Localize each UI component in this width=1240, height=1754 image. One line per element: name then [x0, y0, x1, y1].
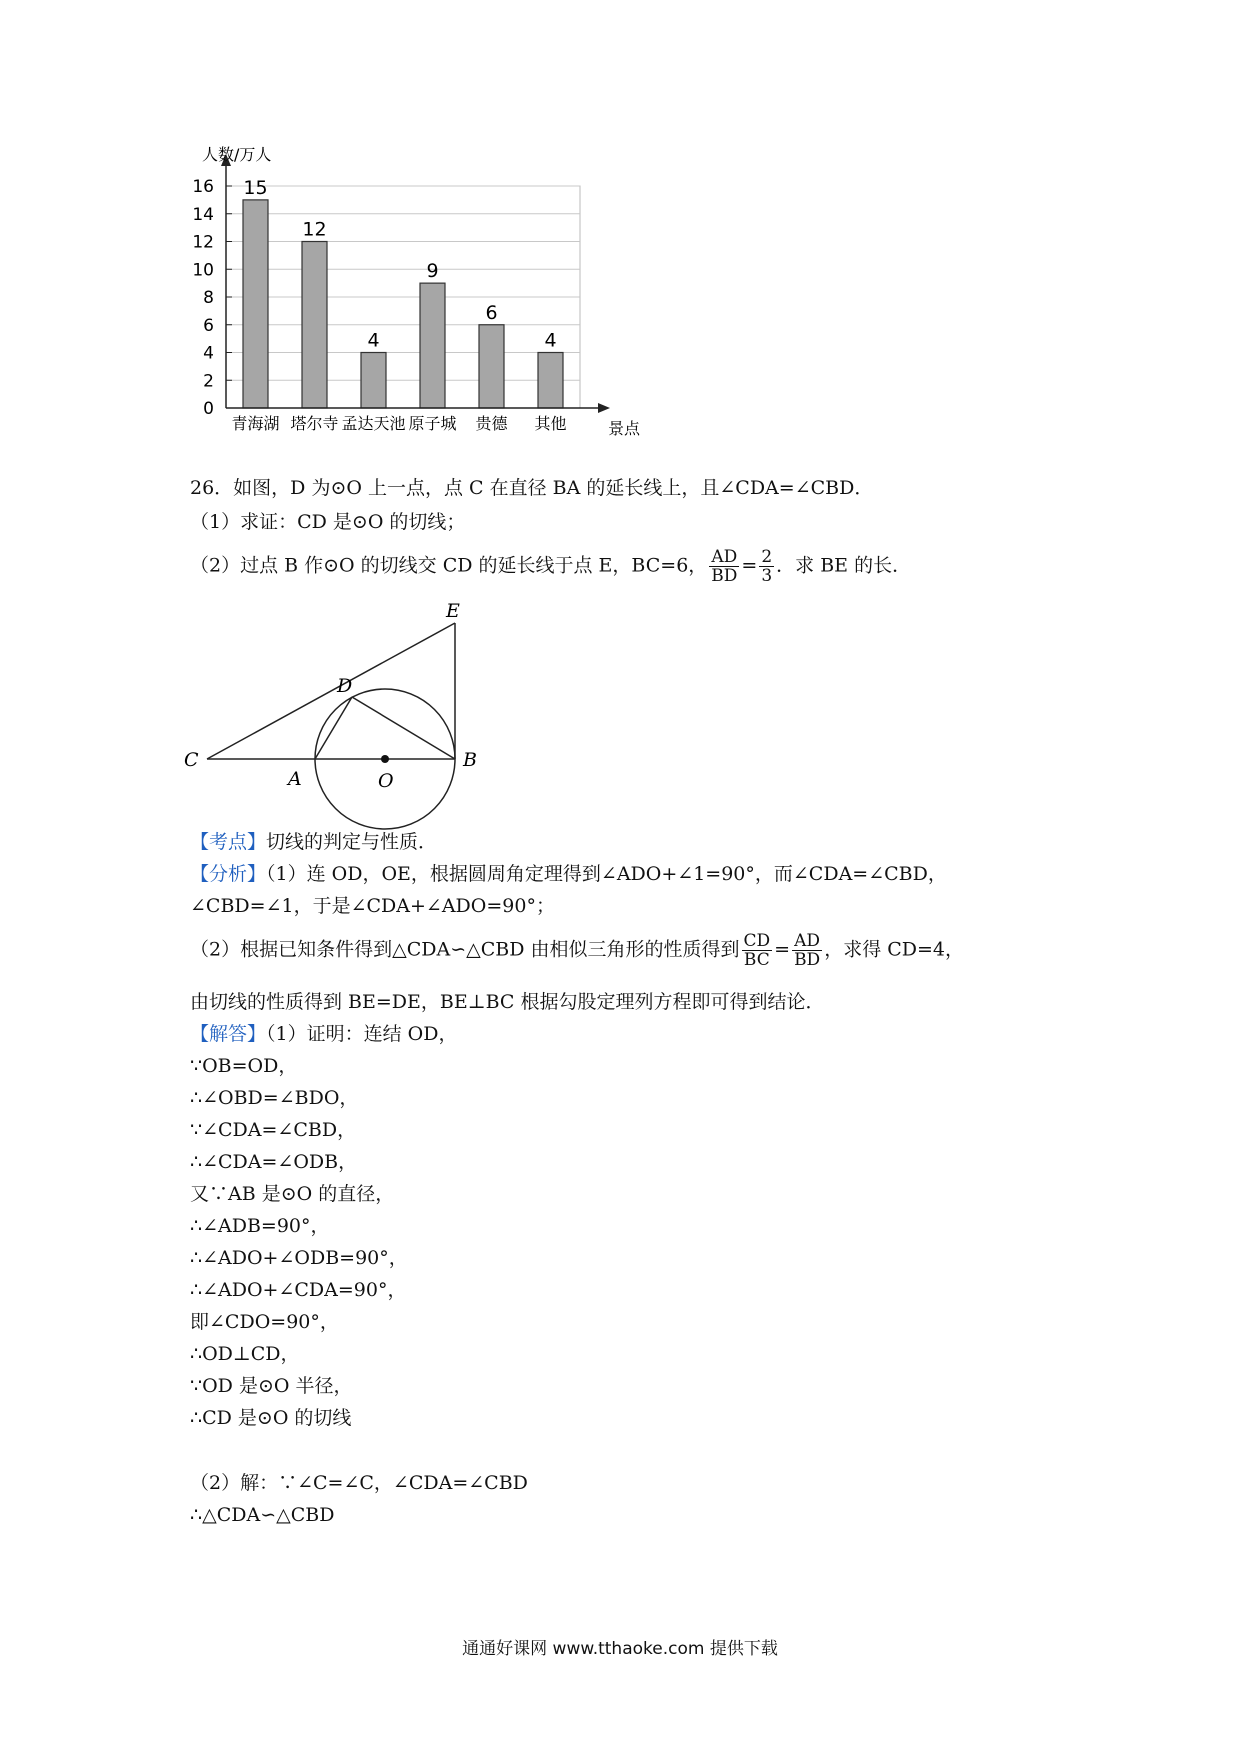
jieda-step-4: ∴∠CDA=∠ODB，	[190, 1151, 358, 1173]
y-tick-label: 10	[192, 260, 214, 281]
jieda-step-6: ∴∠ADB=90°，	[190, 1215, 330, 1237]
label-b: B	[463, 749, 477, 771]
x-axis-label: 景点	[608, 419, 641, 438]
y-tick-label: 0	[203, 399, 214, 419]
fenxi-text-3a: （2）根据已知条件得到△CDA∽△CBD 由相似三角形的性质得到	[190, 938, 740, 961]
bar-value-label: 9	[426, 260, 439, 283]
jieda-part2-line-2: ∴△CDA∽△CBD	[190, 1504, 335, 1526]
y-axis-label: 人数/万人	[202, 145, 272, 164]
fenxi-text-3b: ，求得 CD=4，	[824, 938, 965, 961]
fenxi-line-2: ∠CBD=∠1，于是∠CDA+∠ADO=90°；	[190, 895, 555, 917]
kaodian-tag: 【考点】	[190, 831, 267, 853]
problem-line-2: （1）求证：CD 是⊙O 的切线；	[190, 511, 466, 533]
y-tick-label: 8	[203, 288, 214, 308]
fenxi-line-4: 由切线的性质得到 BE=DE，BE⊥BC 根据勾股定理列方程即可得到结论．	[190, 991, 825, 1013]
x-axis-arrow	[598, 403, 610, 413]
segment-bd	[352, 697, 455, 759]
jieda-step-10: ∴OD⊥CD，	[190, 1343, 300, 1365]
bar-5	[479, 325, 504, 408]
y-tick-label: 6	[203, 315, 214, 336]
y-tick-label: 2	[203, 371, 214, 392]
y-tick-label: 16	[192, 177, 214, 197]
point-o	[381, 755, 389, 763]
bar-1	[243, 200, 268, 408]
fraction-den: 3	[761, 566, 773, 586]
category-label: 孟达天池	[341, 414, 406, 433]
jieda-step-11: ∵OD 是⊙O 半径，	[190, 1375, 353, 1397]
bar-6	[538, 353, 563, 409]
chart-bars	[243, 177, 563, 408]
kaodian-line	[190, 830, 437, 854]
segment-ad	[315, 697, 352, 759]
jieda-part2-line-1: （2）解：∵∠C=∠C，∠CDA=∠CBD	[190, 1472, 528, 1494]
category-label: 青海湖	[231, 414, 280, 433]
bar-value-label: 4	[367, 329, 380, 352]
bar-value-label: 15	[243, 176, 268, 199]
jieda-step-2: ∴∠OBD=∠BDO，	[190, 1087, 359, 1109]
label-o: O	[378, 770, 394, 792]
equals-sign: =	[774, 938, 791, 961]
bar-value-label: 12	[302, 218, 327, 241]
fraction-den: BD	[711, 566, 738, 586]
fraction-den: BD	[794, 950, 821, 970]
bar-value-label: 6	[485, 301, 498, 324]
jieda-line-first	[190, 1022, 457, 1046]
fenxi-text-1: （1）连 OD，OE，根据圆周角定理得到∠ADO+∠1=90°，而∠CDA=∠CBD，	[266, 863, 947, 885]
bar-value-label: 4	[544, 329, 557, 352]
bar-2	[302, 242, 327, 409]
category-label: 其他	[534, 414, 567, 433]
category-label: 塔尔寺	[290, 414, 339, 433]
jieda-step-3: ∵∠CDA=∠CBD，	[190, 1119, 357, 1141]
problem-line-3-a: （2）过点 B 作⊙O 的切线交 CD 的延长线于点 E，BC=6，	[190, 554, 708, 577]
problem-line-3-b: ．求 BE 的长．	[776, 554, 912, 577]
y-tick-label: 14	[192, 204, 214, 225]
bar-chart	[180, 140, 660, 450]
category-label: 原子城	[408, 414, 457, 433]
label-c: C	[184, 749, 199, 771]
fraction-num: AD	[709, 548, 739, 567]
y-tick-label: 12	[192, 232, 214, 253]
page-footer: 通通好课网 www.tthaoke.com 提供下载	[462, 1639, 778, 1659]
jieda-step-7: ∴∠ADO+∠ODB=90°，	[190, 1247, 408, 1269]
jieda-step-9: 即∠CDO=90°，	[190, 1311, 339, 1333]
problem-line-1: 26．如图，D 为⊙O 上一点，点 C 在直径 BA 的延长线上，且∠CDA=∠CBD．	[190, 477, 874, 499]
fraction-ad-bd-2	[792, 932, 822, 969]
fraction-num: AD	[792, 932, 822, 951]
jieda-step-1: ∵OB=OD，	[190, 1055, 298, 1077]
problem-line-3	[190, 548, 911, 585]
jieda-step-12: ∴CD 是⊙O 的切线	[190, 1407, 352, 1429]
label-d: D	[337, 675, 353, 697]
category-label: 贵德	[475, 414, 508, 433]
chart-categories	[231, 414, 566, 433]
y-tick-label: 4	[203, 343, 214, 364]
fraction-num: 2	[761, 547, 773, 567]
jieda-step-5: 又∵AB 是⊙O 的直径，	[190, 1183, 395, 1205]
fraction-den: BC	[743, 950, 770, 970]
fraction-num: CD	[743, 931, 771, 951]
chart-gridlines	[226, 186, 580, 408]
fenxi-line-3	[190, 932, 964, 969]
kaodian-text: 切线的判定与性质．	[266, 831, 438, 853]
fenxi-line-1	[190, 862, 947, 886]
segment-ce	[207, 623, 455, 759]
geometry-figure	[180, 595, 500, 835]
bar-3	[361, 353, 386, 409]
equals-sign: =	[741, 554, 758, 577]
fraction-2-3	[759, 548, 774, 585]
jieda-first: （1）证明：连结 OD，	[266, 1023, 458, 1045]
label-e: E	[446, 600, 460, 622]
fenxi-tag: 【分析】	[190, 863, 267, 885]
jieda-step-8: ∴∠ADO+∠CDA=90°，	[190, 1279, 407, 1301]
fraction-cd-bc	[742, 932, 773, 969]
label-a: A	[288, 768, 302, 790]
bar-4	[420, 283, 445, 408]
fraction-ad-bd	[709, 548, 739, 585]
jieda-tag: 【解答】	[190, 1023, 267, 1045]
